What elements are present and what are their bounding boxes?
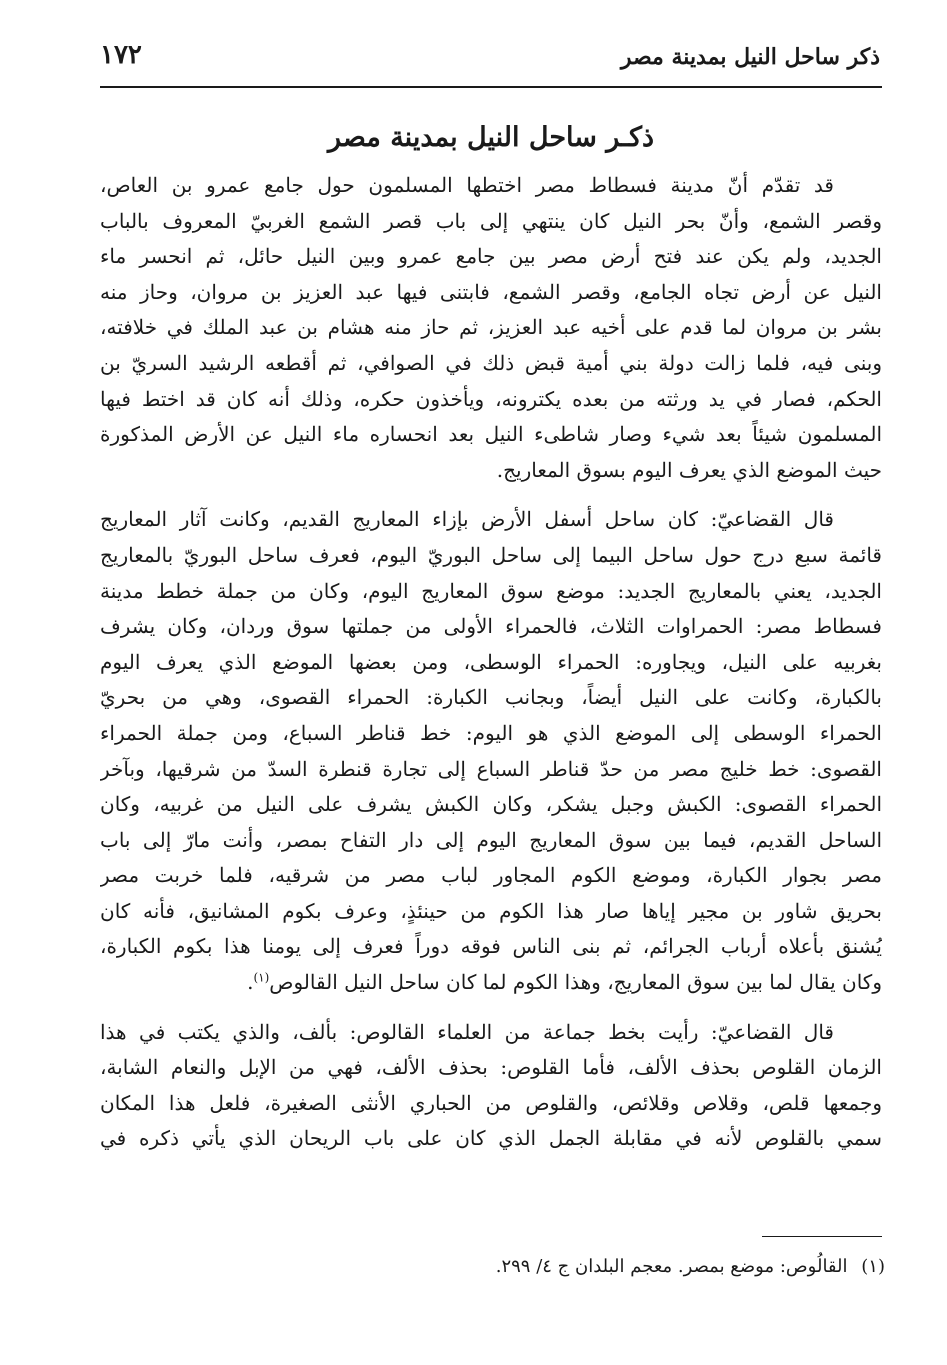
sentence-end: . [247, 970, 254, 995]
paragraph-1 [100, 168, 882, 488]
text-line: الحمراء الوسطى إلى الموضع الذي هو اليوم: خط قناطر السباع، ومن جملة الحمراء [100, 720, 882, 745]
text-line: وقصر الشمع، وأنّ بحر النيل كان ينتهي إلى باب قصر الشمع الغربيّ المعروف بالباب [100, 208, 882, 233]
text-line: الزمان القلوص بحذف الألف، فأما القلوص: بحذف الألف، فهي من الإبل والنعام الشابة، [100, 1055, 882, 1080]
text-line: بشر بن مروان لما قدم على أخيه عبد العزيز، ثم حاز منه هشام بن عبد الملك في خلافته، [100, 315, 882, 340]
text-line: الحكم، فصار في يد ورثته من بعده يكترونه، ويأخذون حكره، وذلك أنه كان قد اختط فيها [100, 386, 882, 411]
footnote-rule [762, 1236, 882, 1237]
running-title: ذكر ساحل النيل بمدينة مصر [620, 44, 880, 70]
text-line: حيث الموضع الذي يعرف اليوم بسوق المعاريج. [496, 457, 882, 482]
text-line: مصر بجوار الكبارة، وموضع الكوم المجاور لباب مصر من شرقيه، فلما خربت مصر [100, 863, 882, 888]
text-line: قائمة سبع درج حول ساحل البيما إلى ساحل البوريّ اليوم، فعرف ساحل البوريّ بالمعاريج [100, 542, 882, 567]
header-rule [100, 86, 882, 88]
text-line: المسلمون شيئاً بعد شيء وصار شاطىء النيل بعد انحساره ماء النيل عن الأرض المذكورة [100, 422, 882, 447]
text-line: النيل عن أرض تجاه الجامع، وقصر الشمع، فابتنى فيها عبد العزيز بن مروان، وحاز منه [100, 279, 882, 304]
text-line-last [100, 965, 882, 1001]
text-line: بحريق شاور بن مجير إياها صار هذا الكوم من حينئذٍ، وعرف بكوم المشانيق، فأنه كان [100, 898, 882, 923]
text-line: قد تقدّم أنّ مدينة فسطاط مصر اختطها المسلمون حول جامع عمرو بن العاص، [100, 173, 834, 197]
text-line: فسطاط مصر: الحمراوات الثلاث، فالحمراء الأولى من جملتها سوق وردان، وكان يشرف [100, 614, 882, 639]
page-number: ١٧٢ [100, 40, 142, 70]
text-line: بالكبارة، وكانت على النيل أيضاً، وبجانب الكبارة: الحمراء القصوى، وهي من بحريّ [100, 685, 882, 710]
footnote-reference[interactable]: (١) [253, 970, 270, 985]
text-line-content: وكان يقال لما بين سوق المعاريج، وهذا الكوم لما كان ساحل النيل القالوص [269, 970, 882, 995]
text-line: وبنى فيه، فلما زالت دولة بني أمية قبض ذلك في الصوافي، ثم أقطعه الرشيد السريّ بن [100, 350, 882, 375]
text-line: الجديد، ولم يكن عند فتح أرض مصر بين جامع عمرو وبين النيل حائل، ثم انحسر ماء [100, 244, 882, 269]
text-line: الساحل القديم، فيما بين سوق المعاريج اليوم إلى دار التفاح بمصر، وأنت مارّ إلى باب [100, 827, 882, 852]
chapter-title: ذكـر ساحل النيل بمدينة مصر [328, 122, 654, 153]
footnote-marker: (١) [861, 1256, 885, 1277]
text-line: قال القضاعيّ: رأيت بخط جماعة من العلماء القالوص: بألف، والذي يكتب في هذا [100, 1019, 834, 1044]
text-line: قال القضاعيّ: كان ساحل أسفل الأرض بإزاء المعاريج القديم، وكانت آثار المعاريج [100, 507, 834, 532]
text-line: يُشنق بأعلاه أرباب الجرائم، ثم بنى الناس فوقه دوراً فعرف إلى يومنا هذا بكوم الكبارة، [100, 934, 882, 959]
text-line: الحمراء القصوى: الكبش وجبل يشكر، وكان الكبش يشرف على النيل من غربيه، وكان [100, 792, 882, 817]
text-line: الجديد، يعني بالمعاريج الجديد: موضع سوق المعاريج اليوم، وكان من جملة خطط مدينة [100, 578, 882, 603]
footnote-text: القالُوص: موضع بمصر. معجم البلدان ج ٤/ ٢٩٩. [495, 1256, 848, 1277]
text-line: القصوى: خط خليج مصر من حدّ قناطر السباع إلى تجارة قنطرة السدّ من شرقيها، وبآخر [100, 756, 882, 781]
text-line: سمي بالقلوص لأنه في مقابلة الجمل الذي كان على باب الريحان الذي يأتي ذكره في [100, 1126, 882, 1151]
paragraph-2 [100, 502, 882, 1000]
text-line: بغربيه على النيل، ويجاوره: الحمراء الوسطى، ومن بعضها الموضع الذي يعرف اليوم [100, 649, 882, 674]
text-line: وجمعها قلص، وقلاص وقلائص، والقلوص من الحباري الأنثى الصغيرة، فلعل هذا المكان [100, 1090, 882, 1115]
paragraph-3 [100, 1015, 882, 1157]
body-text [100, 168, 882, 1157]
running-header [100, 38, 880, 84]
footnote [85, 1256, 885, 1277]
